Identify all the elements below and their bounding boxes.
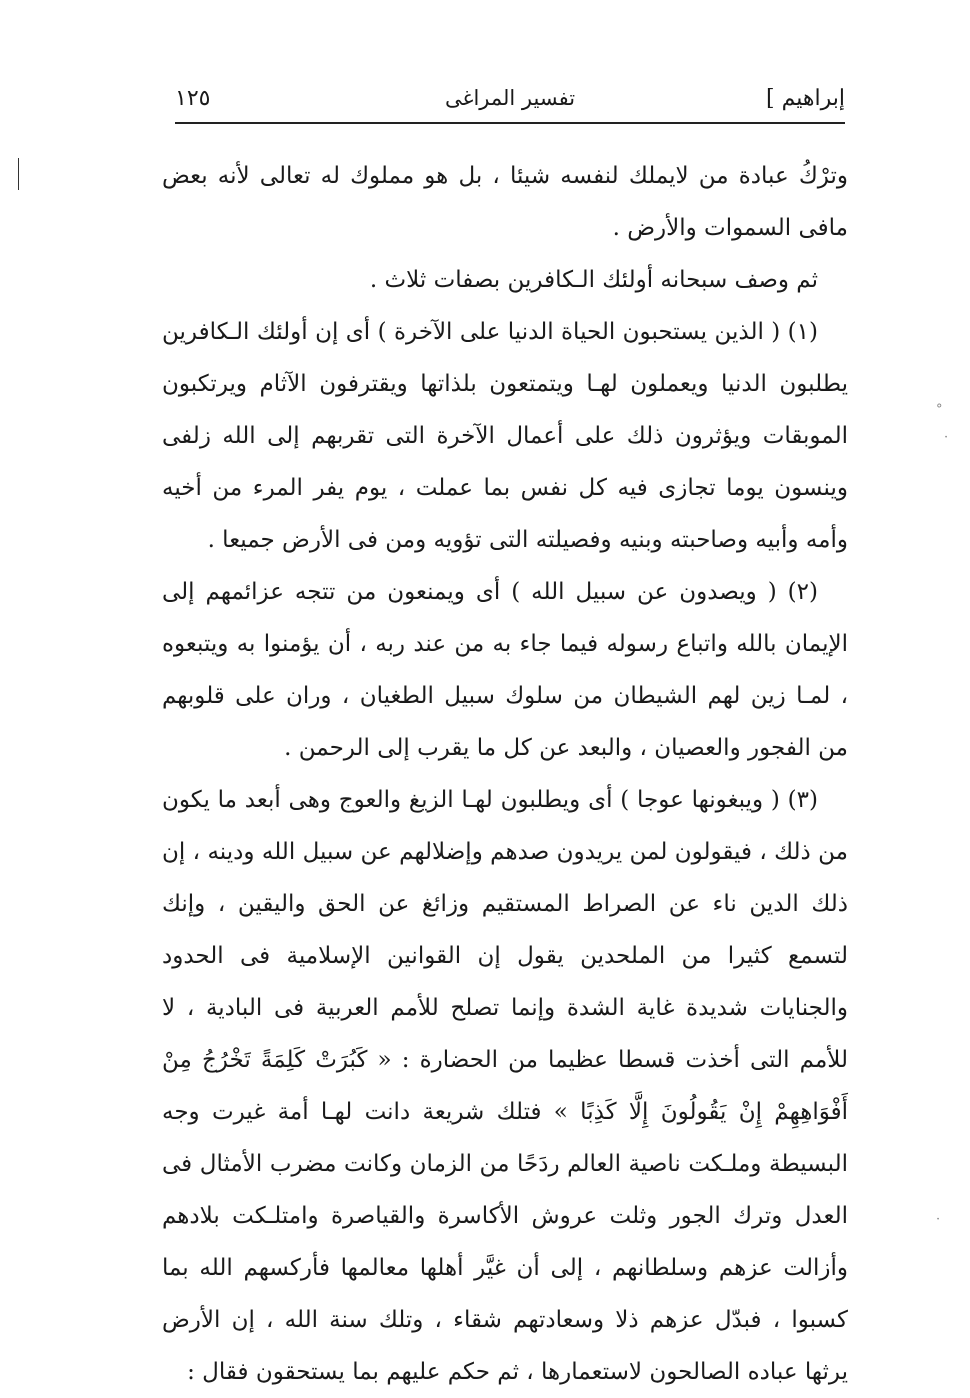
page-header bbox=[175, 78, 845, 118]
surah-label: إبراهيم ] bbox=[766, 85, 845, 111]
paragraph: ثم وصف سبحانه أولئك الـكافرين بصفات ثلاث . bbox=[369, 267, 818, 293]
header-divider bbox=[175, 122, 845, 124]
book-title: تفسير المراغى bbox=[444, 86, 576, 110]
paragraph: (٢) ( ويصدون عن سبيل الله ) أى ويمنعون من تتجه عزائمهم إلى الإيمان بالله واتباع رسوله فيما جاء به من عند ربه ، أن يؤمنوا به ويتبعوه ، لمـا زين لهم الشيطان من سلوك سبيل الطغيان ، وران على قلوبهم من الفجور والعصيان ، والبعد عن كل ما يقرب إلى الرحمن . bbox=[162, 579, 848, 761]
page-number: ١٢٥ bbox=[175, 85, 211, 111]
paragraph: (١) ( الذين يستحبون الحياة الدنيا على الآخرة ) أى إن أولئك الـكافرين يطلبون الدنيا ويعملون لهـا ويتمتعون بلذاتها ويقترفون الآثام ويرتكبون الموبقات ويؤثرون ذلك على أعمال الآخرة التى تقربهم إلى الله زلفى وينسون يوما تجازى فيه كل نفس بما عملت ، يوم يفر المرء من أخيه وأمه وأبيه وصاحبته وبنيه وفصيلته التى تؤويه ومن فى الأرض جميعا . bbox=[162, 319, 848, 553]
scan-speck: · bbox=[936, 1212, 941, 1227]
margin-mark bbox=[18, 158, 19, 190]
paragraph: وترْكُ عبادة من لايملك لنفسه شيئا ، بل هو مملوك له تعالى لأنه بعض مافى السموات والأرض . bbox=[162, 163, 848, 241]
tafsir-text bbox=[162, 150, 848, 1398]
scan-speck: ° bbox=[936, 402, 943, 417]
scan-speck: · bbox=[944, 430, 949, 445]
paragraph: (٣) ( ويبغونها عوجا ) أى ويطلبون لهـا الزيغ والعوج وهى أبعد ما يكون من ذلك ، فيقولون لمن يريدون صدهم وإضلالهم عن سبيل الله ودينه ، إن ذلك الدين ناء عن الصراط المستقيم وزائغ عن الحق واليقين ، وإنك لتسمع كثيرا من الملحدين يقول إن القوانين الإسلامية فى الحدود والجنايات شديدة غاية الشدة وإنما تصلح للأمم العربية فى البادية ، لا للأمم التى أخذت قسطا عظيما من الحضارة : « كَبُرَتْ كَلِمَةً تَخْرُجُ مِنْ أَفْوَاهِهِمْ إِنْ يَقُولُونَ إِلَّا كَذِبًا » فتلك شريعة دانت لهـا أمة غيرت وجه البسيطة وملـكت ناصية العالم ردَحًا من الزمان وكانت مضرب الأمثال فى العدل وترك الجور وثلت عروش الأكاسرة والقياصرة وامتلـكت بلادهم وأزالت عزهم وسلطانهم ، إلى أن غيَّر أهلها معالمها فأركسهم الله بما كسبوا ، فبدّل عزهم ذلا وسعادتهم شقاء ، وتلك سنة الله ، إن الأرض يرثها عباده الصالحون لاستعمارها ، ثم حكم عليهم بما يستحقون فقال : bbox=[162, 787, 848, 1385]
